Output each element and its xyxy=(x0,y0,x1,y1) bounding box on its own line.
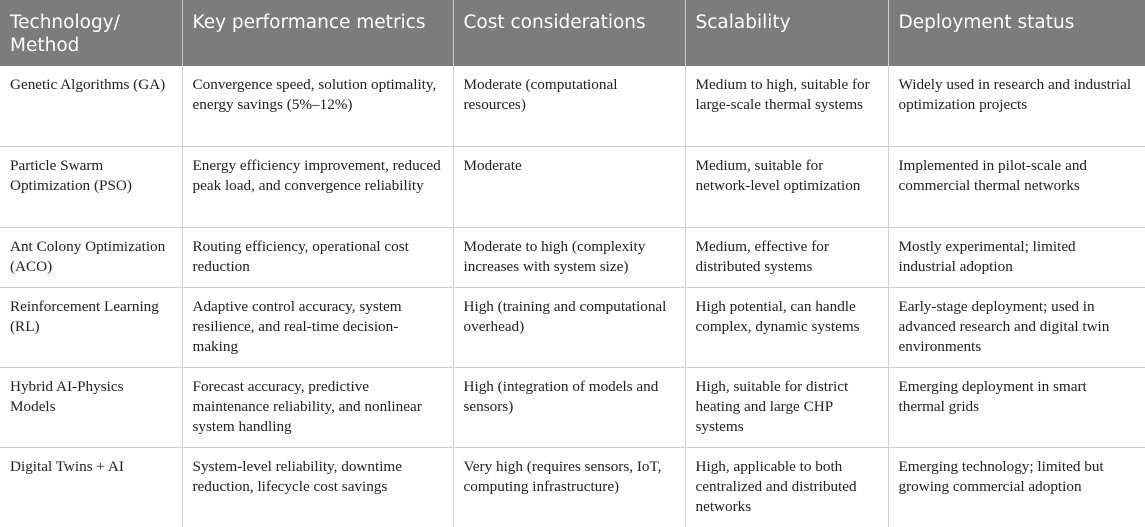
table-header xyxy=(0,0,1145,66)
cell-deployment: Emerging deployment in smart thermal grids xyxy=(888,367,1145,447)
cell-technology: Hybrid AI-Physics Models xyxy=(0,367,182,447)
header-metrics: Key performance metrics xyxy=(182,0,453,66)
cell-metrics: System-level reliability, downtime reduction, lifecycle cost savings xyxy=(182,447,453,527)
cell-deployment: Early-stage deployment; used in advanced research and digital twin environments xyxy=(888,287,1145,367)
table-row xyxy=(0,227,1145,287)
cell-cost: Moderate to high (complexity increases with system size) xyxy=(453,227,685,287)
cell-metrics: Energy efficiency improvement, reduced peak load, and convergence reliability xyxy=(182,146,453,227)
cell-technology: Reinforcement Learning (RL) xyxy=(0,287,182,367)
cell-deployment: Emerging technology; limited but growing commercial adoption xyxy=(898,457,1104,495)
table-row xyxy=(0,447,1145,527)
cell-scalability: High, suitable for district heating and large CHP systems xyxy=(685,367,888,447)
cell-cost: Very high (requires sensors, IoT, computing infrastructure) xyxy=(453,447,685,527)
cell-deployment: Implemented in pilot-scale and commercial thermal networks xyxy=(888,146,1145,227)
cell-metrics: Adaptive control accuracy, system resilience, and real-time decision-making xyxy=(182,287,453,367)
table-row xyxy=(0,287,1145,367)
table-row xyxy=(0,66,1145,146)
cell-scalability: High, applicable to both centralized and distributed networks xyxy=(685,447,888,527)
cell-scalability: Medium, suitable for network-level optimization xyxy=(685,146,888,227)
header-scalability: Scalability xyxy=(685,0,888,66)
table-body xyxy=(0,66,1145,527)
cell-metrics: Routing efficiency, operational cost reduction xyxy=(182,227,453,287)
cell-technology: Particle Swarm Optimization (PSO) xyxy=(0,146,182,227)
table-row xyxy=(0,146,1145,227)
cell-cost: High (training and computational overhead) xyxy=(453,287,685,367)
cell-metrics: Forecast accuracy, predictive maintenance reliability, and nonlinear system handling xyxy=(182,367,453,447)
cell-cost: Moderate xyxy=(453,146,685,227)
cell-technology: Ant Colony Optimization (ACO) xyxy=(0,227,182,287)
cell-technology: Digital Twins + AI xyxy=(0,447,182,527)
cell-deployment: Mostly experimental; limited industrial adoption xyxy=(888,227,1145,287)
header-row xyxy=(0,0,1145,66)
header-cost: Cost considerations xyxy=(453,0,685,66)
cell-cost: Moderate (computational resources) xyxy=(453,66,685,146)
cell-cost: High (integration of models and sensors) xyxy=(453,367,685,447)
table-row xyxy=(0,367,1145,447)
header-deployment: Deployment status xyxy=(888,0,1145,66)
cell-technology: Genetic Algorithms (GA) xyxy=(0,66,182,146)
cell-scalability: High potential, can handle complex, dynamic systems xyxy=(685,287,888,367)
cell-metrics: Convergence speed, solution optimality, energy savings (5%–12%) xyxy=(182,66,453,146)
cell-scalability: Medium to high, suitable for large-scale thermal systems xyxy=(685,66,888,146)
cell-deployment: Widely used in research and industrial optimization projects xyxy=(888,66,1145,146)
header-technology: Technology/ Method xyxy=(0,0,182,66)
cell-scalability: Medium, effective for distributed systems xyxy=(685,227,888,287)
